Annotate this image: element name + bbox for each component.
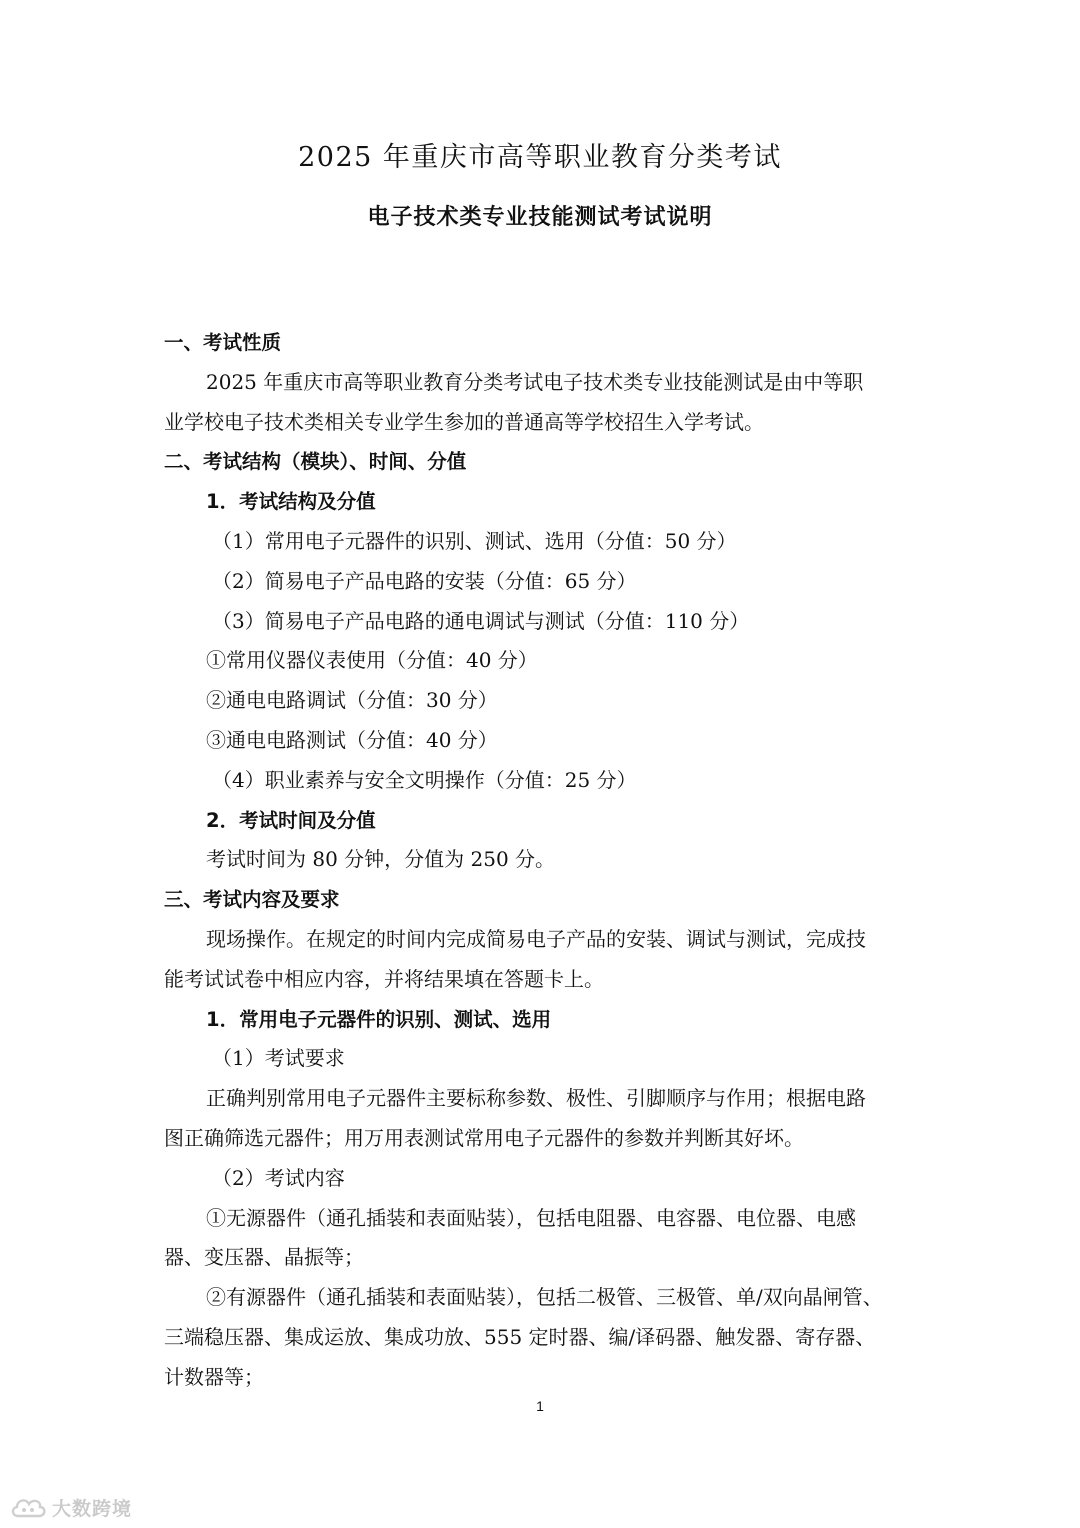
paragraph-line: （4）职业素养与安全文明操作（分值：25 分） xyxy=(212,767,637,792)
section-heading: 一、考试性质 xyxy=(164,331,282,354)
paragraph-line: 三端稳压器、集成运放、集成功放、555 定时器、编/译码器、触发器、寄存器、 xyxy=(164,1324,876,1349)
section-heading: 二、考试结构（模块）、时间、分值 xyxy=(164,450,467,474)
paragraph-line: 2025 年重庆市高等职业教育分类考试电子技术类专业技能测试是由中等职 xyxy=(206,369,864,394)
paragraph-line: 能考试试卷中相应内容，并将结果填在答题卡上。 xyxy=(164,966,604,991)
subsection-heading: 2．考试时间及分值 xyxy=(206,808,376,832)
watermark-text: 大数跨境 xyxy=(52,1497,133,1520)
paragraph-line: （1）常用电子元器件的识别、测试、选用（分值：50 分） xyxy=(212,528,737,553)
paragraph-line: ③通电电路测试（分值：40 分） xyxy=(206,727,498,752)
paragraph-line: 考试时间为 80 分钟，分值为 250 分。 xyxy=(206,847,556,872)
paragraph-line: ②通电电路调试（分值：30 分） xyxy=(206,688,498,713)
section-heading: 三、考试内容及要求 xyxy=(164,888,340,912)
subsection-heading: 1．常用电子元器件的识别、测试、选用 xyxy=(206,1007,552,1031)
document-title: 2025 年重庆市高等职业教育分类考试 xyxy=(298,142,782,173)
document-subtitle: 电子技术类专业技能测试考试说明 xyxy=(367,205,713,230)
paragraph-line: 器、变压器、晶振等； xyxy=(164,1245,364,1270)
paragraph-line: ②有源器件（通孔插装和表面贴装），包括二极管、三极管、单/双向晶闸管、 xyxy=(206,1285,883,1310)
subsection-heading: 1．考试结构及分值 xyxy=(206,490,376,514)
paragraph-line: （1）考试要求 xyxy=(212,1046,345,1071)
paragraph-line: 计数器等； xyxy=(164,1364,264,1389)
paragraph-line: 业学校电子技术类相关专业学生参加的普通高等学校招生入学考试。 xyxy=(164,409,764,434)
paragraph-line: 正确判别常用电子元器件主要标称参数、极性、引脚顺序与作用；根据电路 xyxy=(206,1086,866,1111)
paragraph-line: （2）考试内容 xyxy=(212,1165,345,1190)
paragraph-line: （2）简易电子产品电路的安装（分值：65 分） xyxy=(212,568,637,593)
paragraph-line: （3）简易电子产品电路的通电调试与测试（分值：110 分） xyxy=(212,608,750,633)
paragraph-line: ①常用仪器仪表使用（分值：40 分） xyxy=(206,648,538,673)
paragraph-line: 现场操作。在规定的时间内完成简易电子产品的安装、调试与测试，完成技 xyxy=(206,926,866,951)
document-body xyxy=(164,323,919,1398)
cloud-logo-icon xyxy=(8,1494,48,1520)
paragraph-line: 图正确筛选元器件；用万用表测试常用电子元器件的参数并判断其好坏。 xyxy=(164,1125,804,1150)
paragraph-line: ①无源器件（通孔插装和表面贴装），包括电阻器、电容器、电位器、电感 xyxy=(206,1205,856,1230)
watermark xyxy=(8,1490,132,1524)
page-number: 1 xyxy=(536,1398,544,1414)
